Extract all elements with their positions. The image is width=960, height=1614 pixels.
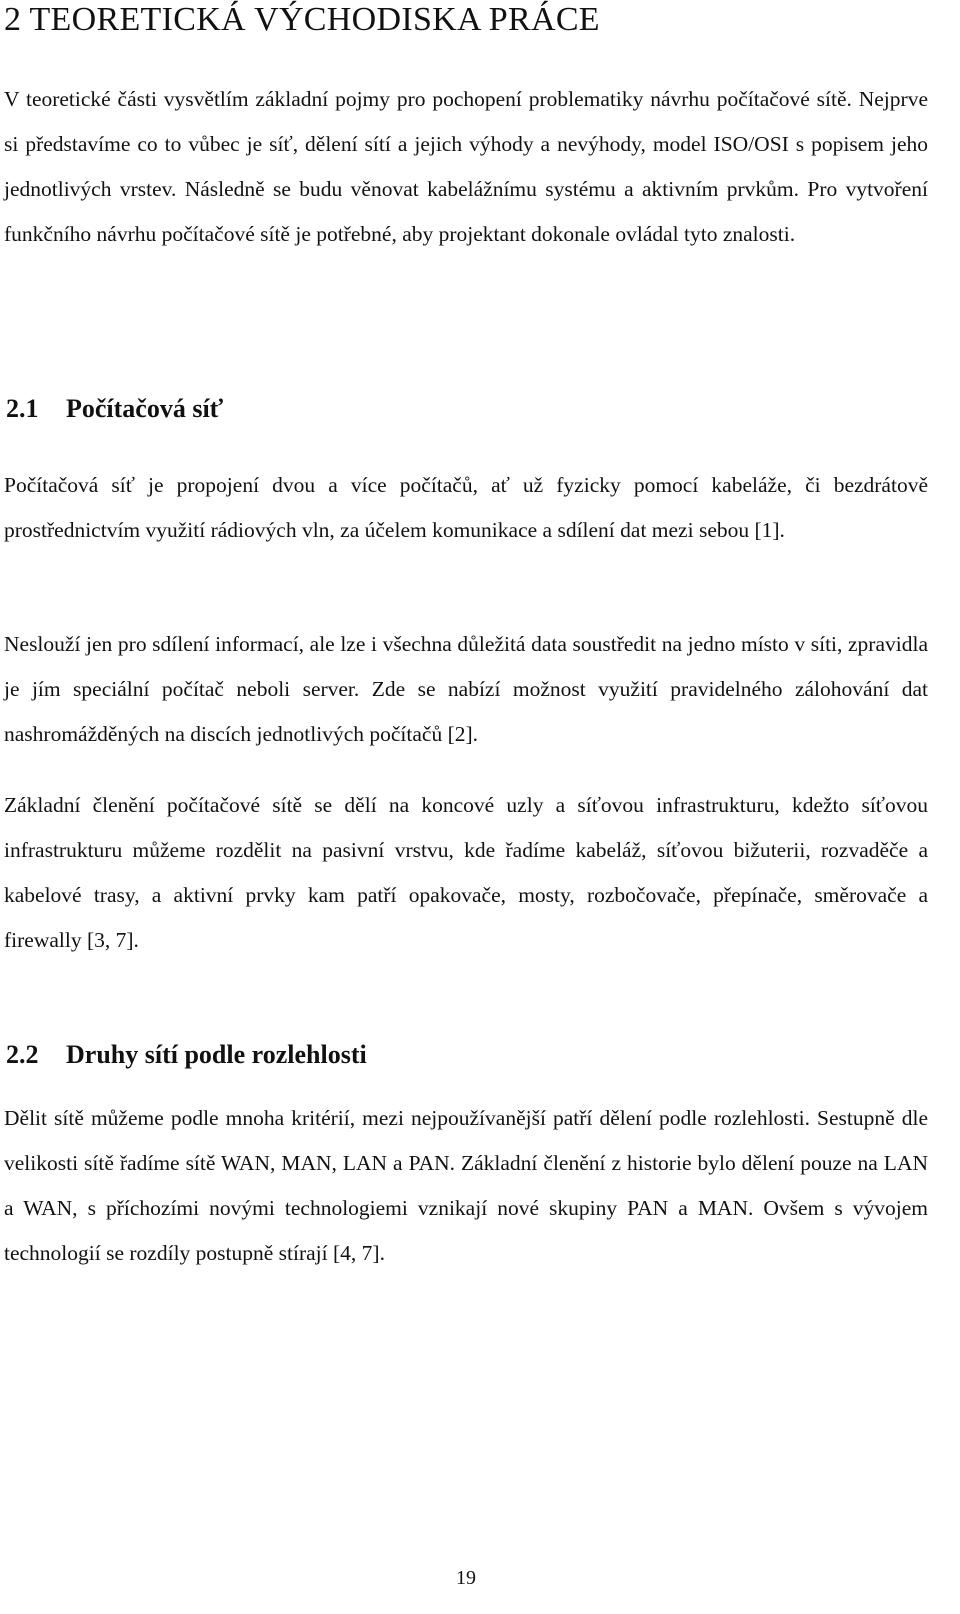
chapter-heading: 2 TEORETICKÁ VÝCHODISKA PRÁCE (4, 1, 600, 38)
section-heading-2-1 (6, 393, 223, 425)
section-title: Druhy sítí podle rozlehlosti (66, 1040, 367, 1069)
section-2-2-paragraph-1: Dělit sítě můžeme podle mnoha kritérií, mezi nejpoužívanější patří dělení podle rozlehlosti. Sestupně dle velikosti sítě řadíme sítě WAN, MAN, LAN a PAN. Základní členění z historie bylo dělení pouze na LAN a WAN, s příchozími novými technologiemi vznikají nové skupiny PAN a MAN. Ovšem s vývojem technologií se rozdíly postupně stírají [4, 7]. (4, 1106, 928, 1265)
section-number: 2.1 (6, 394, 39, 423)
chapter-intro-paragraph: V teoretické části vysvětlím základní pojmy pro pochopení problematiky návrhu počítačové sítě. Nejprve si představíme co to vůbec je síť, dělení sítí a jejich výhody a nevýhody, model ISO/OSI s popisem jeho jednotlivých vrstev. Následně se budu věnovat kabelážnímu systému a aktivním prvkům. Pro vytvoření funkčního návrhu počítačové sítě je potřebné, aby projektant dokonale ovládal tyto znalosti. (4, 87, 928, 246)
section-2-1-paragraph-1: Počítačová síť je propojení dvou a více počítačů, ať už fyzicky pomocí kabeláže, či bezdrátově prostřednictvím využití rádiových vln, za účelem komunikace a sdílení dat mezi sebou [1]. (4, 473, 928, 542)
page-number: 19 (456, 1567, 476, 1589)
section-heading-2-2 (6, 1039, 367, 1071)
section-number: 2.2 (6, 1040, 39, 1069)
section-2-1-paragraph-2: Neslouží jen pro sdílení informací, ale lze i všechna důležitá data soustředit na jedno místo v síti, zpravidla je jím speciální počítač neboli server. Zde se nabízí možnost využití pravidelného zálohování dat nashromážděných na discích jednotlivých počítačů [2]. (4, 632, 928, 746)
section-2-1-paragraph-3: Základní členění počítačové sítě se dělí na koncové uzly a síťovou infrastrukturu, kdežto síťovou infrastrukturu můžeme rozdělit na pasivní vrstvu, kde řadíme kabeláž, síťovou bižuterii, rozvaděče a kabelové trasy, a aktivní prvky kam patří opakovače, mosty, rozbočovače, přepínače, směrovače a firewally [3, 7]. (4, 793, 928, 952)
section-title: Počítačová síť (66, 394, 224, 423)
